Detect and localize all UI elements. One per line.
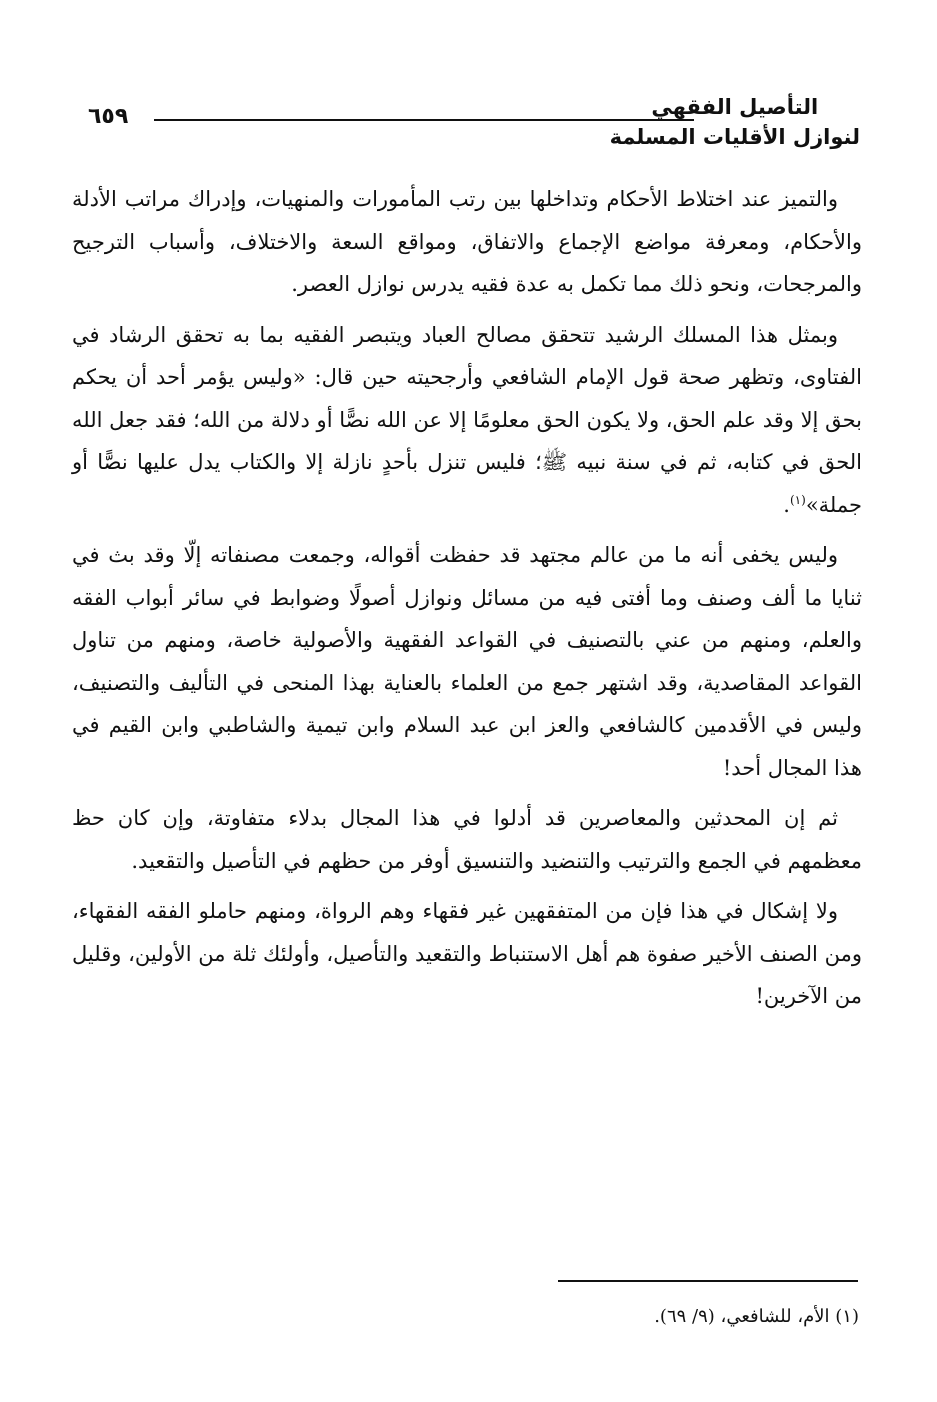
- header-rule: [154, 119, 694, 121]
- paragraph-1: والتميز عند اختلاط الأحكام وتداخلها بين رتب المأمورات والمنهيات، وإدراك مراتب الأدلة والأحكام، ومعرفة مواضع الإجماع والاتفاق، ومواقع السعة والاختلاف، وأسباب الترجيح والمرجحات، ونحو ذلك مما تكمل به عدة فقيه يدرس نوازل العصر.: [72, 187, 862, 296]
- footnote-rule: [558, 1280, 858, 1282]
- paragraph-2-end: .: [783, 492, 790, 517]
- paragraph-3: وليس يخفى أنه ما من عالم مجتهد قد حفظت أقواله، وجمعت مصنفاته إلّا وقد بث في ثنايا ما ألف وصنف وما أفتى فيه من مسائل ونوازل أصولًا وضوابط في سائر أبواب الفقه والعلم، ومنهم من عني بالتصنيف في القواعد الفقهية والأصولية خاصة، ومنهم من تناول القواعد المقاصدية، وقد اشتهر جمع من العلماء بالعناية بهذا المنحى في التأليف والتصنيف، وليس في الأقدمين كالشافعي والعز ابن عبد السلام وابن تيمية والشاطبي وابن القيم في هذا المجال أحد!: [72, 543, 862, 780]
- footnote: (١) الأم، للشافعي، (٩/ ٦٩).: [654, 1306, 859, 1327]
- book-title: [610, 92, 860, 152]
- paragraph-5: ولا إشكال في هذا فإن من المتفقهين غير فقهاء وهم الرواة، ومنهم حاملو الفقه الفقهاء، ومن الصنف الأخير صفوة هم أهل الاستنباط والتقعيد والتأصيل، وأولئك ثلة من الأولين، وقليل من الآخرين!: [72, 899, 862, 1008]
- paragraph-2: [72, 314, 862, 527]
- running-header: [88, 92, 860, 162]
- book-title-line-1: التأصيل الفقهي: [651, 95, 819, 119]
- body-text: [72, 178, 862, 1018]
- paragraph-4: ثم إن المحدثين والمعاصرين قد أدلوا في هذا المجال بدلاء متفاوتة، وإن كان حظ معظمهم في الجمع والترتيب والتنضيد والتنسيق أوفر من حظهم في التأصيل والتقعيد.: [72, 806, 862, 873]
- book-title-line-2: لنوازل الأقليات المسلمة: [609, 125, 860, 149]
- footnote-reference[interactable]: (١): [789, 492, 806, 507]
- paragraph-2-text: وبمثل هذا المسلك الرشيد تتحقق مصالح العباد ويتبصر الفقيه بما به تحقق الرشاد في الفتاوى، وتظهر صحة قول الإمام الشافعي وأرجحيته حين قال: «وليس يؤمر أحد أن يحكم بحق إلا وقد علم الحق، ولا يكون الحق معلومًا إلا عن الله نصًّا أو دلالة من الله؛ فقد جعل الله الحق في كتابه، ثم في سنة نبيه ﷺ؛ فليس تنزل بأحدٍ نازلة إلا والكتاب يدل عليها نصًّا أو جملة»: [72, 322, 863, 517]
- page-number: ٦٥٩: [88, 104, 129, 129]
